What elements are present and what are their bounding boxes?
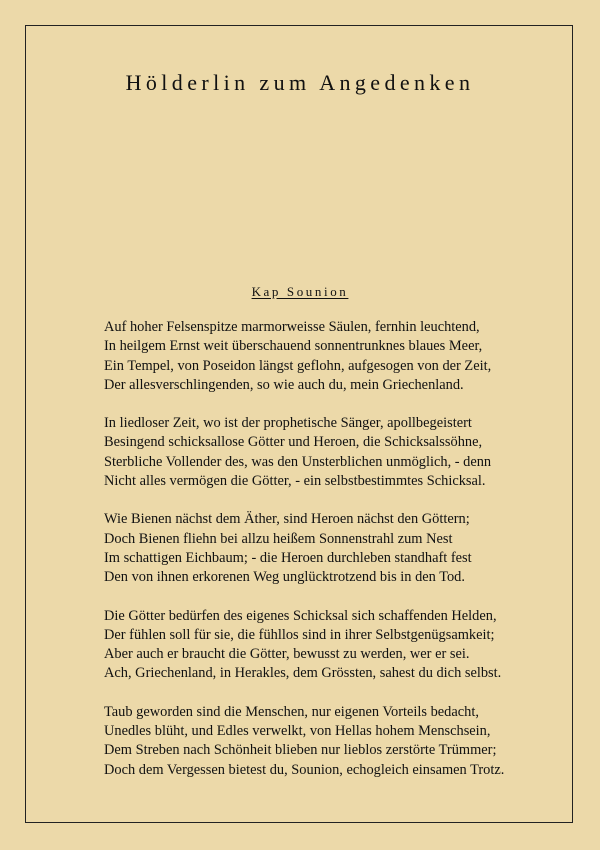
poem-line: Unedles blüht, und Edles verwelkt, von Hellas hohem Menschsein, — [104, 723, 491, 740]
poem-line: Auf hoher Felsenspitze marmorweisse Säulen, fernhin leuchtend, — [104, 319, 480, 335]
poem-line: In heilgem Ernst weit überschauend sonnentrunknes blaues Meer, — [104, 338, 483, 355]
stanza — [104, 703, 524, 780]
stanza — [104, 318, 524, 395]
poem-line: Im schattigen Eichbaum; - die Heroen durchleben standhaft fest — [104, 549, 472, 566]
poem-line: Wie Bienen nächst dem Äther, sind Heroen nächst den Göttern; — [104, 511, 470, 528]
poem-line: Ach, Griechenland, in Herakles, dem Grössten, sahest du dich selbst. — [104, 665, 502, 682]
poem-line: Doch Bienen fliehn bei allzu heißem Sonnenstrahl zum Nest — [104, 530, 453, 547]
poem-line: Doch dem Vergessen bietest du, Sounion, echogleich einsamen Trotz. — [104, 761, 505, 778]
poem-line: Besingend schicksallose Götter und Heroen, die Schicksalssöhne, — [104, 434, 483, 451]
poem-line: Taub geworden sind die Menschen, nur eigenen Vorteils bedacht, — [104, 703, 479, 720]
poem-line: Nicht alles vermögen die Götter, - ein selbstbestimmtes Schicksal. — [104, 473, 486, 490]
poem-line: Sterbliche Vollender des, was den Unsterblichen unmöglich, - denn — [104, 453, 492, 470]
poem-line: Der fühlen soll für sie, die fühllos sind in ihrer Selbstgenügsamkeit; — [104, 626, 495, 643]
poem-line: In liedloser Zeit, wo ist der prophetische Sänger, apollbegeistert — [104, 415, 472, 432]
page-title: Hölderlin zum Angedenken — [125, 70, 475, 95]
poem-body — [104, 318, 524, 799]
stanza — [104, 414, 524, 491]
stanza — [104, 510, 524, 587]
poem-line: Den von ihnen erkorenen Weg unglücktrotzend bis in den Tod. — [104, 569, 465, 586]
poem-line: Aber auch er braucht die Götter, bewusst zu werden, wer er sei. — [104, 646, 470, 663]
stanza — [104, 607, 524, 684]
poem-line: Ein Tempel, von Poseidon längst geflohn, aufgesogen von der Zeit, — [104, 357, 492, 374]
poem-line: Dem Streben nach Schönheit blieben nur lieblos zerstörte Trümmer; — [104, 742, 497, 759]
poem-line: Der allesverschlingenden, so wie auch du, mein Griechenland. — [104, 376, 464, 393]
poem-title: Kap Sounion — [251, 284, 349, 299]
poem-line: Die Götter bedürfen des eigenes Schicksal sich schaffenden Helden, — [104, 607, 497, 624]
